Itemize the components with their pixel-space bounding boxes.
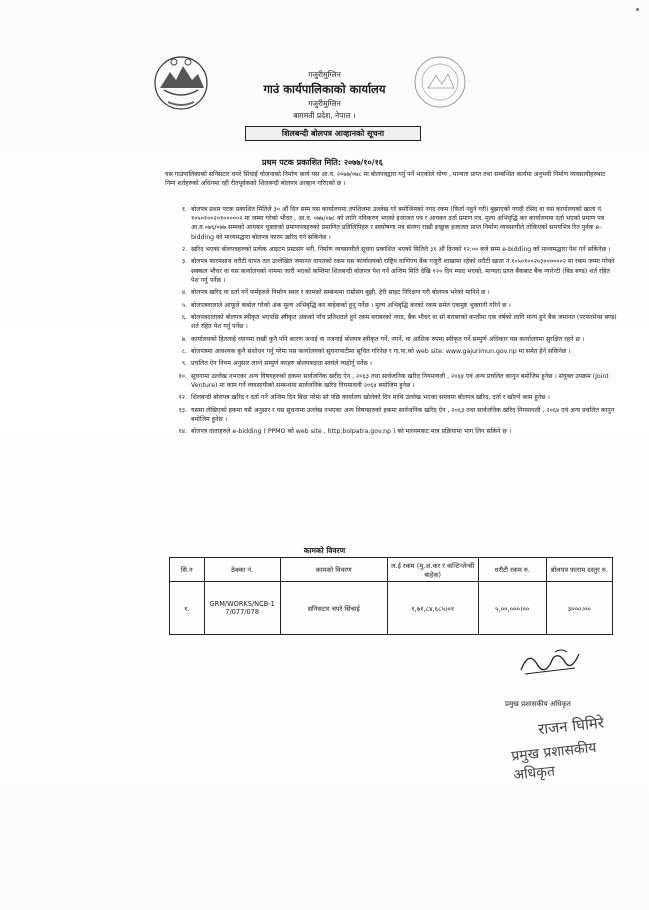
table-header-cell: ल.ई रकम (मु.अ.कर र कन्टिन्जेन्सी बाहेक): [387, 558, 478, 582]
condition-item: [165, 359, 617, 368]
condition-text: बोलपत्र फारमसाथ धरौटी वापत तल उल्लेखित जमानत वापतको रकम यस कार्यालयको राष्ट्रिय वाणिज्य बैंक गजुरी शाखामा रहेको धरौटी खाता नं.१०५०१००२०३००००००२ मा रकम जम्मा गरेको सक्कल भौचर वा यस कार्यालयको नाममा जारी भएको कम्तिमा शिलबन्दी बोलपत्र पेश गर्ने अन्तिम मिति देखि १२० दिन म्याद भएको, मान्यता प्राप्त बैंकबाट बैंक ग्यारेन्टी (बिड बण्ड) शर्त रहित पेश गर्नु पर्नेछ ।: [191, 258, 615, 284]
intro-paragraph: यस गाउंपालिकाको सनिसटार चपरे सिंचाई योजनाको निर्माण कार्य यस आ.व. २०७७/०७८ मा बोलपत्रद्वारा गर्नु पर्ने भएकोले योग्य , मान्यता प्राप्त तथा सम्बन्धित कार्यमा अनुभवी निर्माण व्यवसायीहरुबाट निम्न शर्तहरुको अधिनमा रही रीतपूर्वकको शिलबन्दी बोलपत्र आव्हान गरिएको छ ।: [165, 171, 606, 188]
condition-text: बोलपत्र प्रथम पटक प्रकाशित मितिले ३० औं दिन सम्म यस कार्यालयमा तपशिलमा उल्लेख गरे बमोजिमको नगद रकम (फिर्ता नहुने गरी) बुझाएको नगदी रसिद वा यस कार्यालयको खाता नं. १०५०१००२०१०००००२ मा जम्मा गरेको भौचर , आ.व. ०७७/०७८ को लागि नविकरण भएको इजाजत पत्र र आयकर दर्ता प्रमाण पत्र, मुल्य अभिवृद्धि कर कार्यालयमा दर्ता भएको प्रमाण पत्र आ.व.०७६/०७७ सम्मको आयकर चुक्ताको प्रमाणपत्रहरुको प्रमाणित प्रतिलिपिहरु र स्वघोषणा पत्र संलग्न राखी इच्छुक इजाजत प्राप्त निर्माण व्यवसायीले तोकिएको समयभित्र रित पुर्वक e-bidding को माध्यमद्धारा बोलपत्र फारम खरिद गर्न सकिनेछ ।: [191, 206, 605, 241]
work-details-table: [169, 557, 613, 635]
condition-item: [165, 245, 617, 254]
condition-text: कार्यालयको हितलाई ध्यानमा राखी कुनै पनि कारण जनाई वा नजनाई बोलपत्र स्वीकृत गर्ने, नगर्ने, वा आंशिक रुपमा स्वीकृत गर्ने सम्पुर्ण अधिकार यस कार्यालयमा सुरक्षित रहने छ ।: [191, 335, 585, 343]
condition-text: बोलपत्र दाताहरुले e-bidding ( PPMO को web site , http:bolpatra.gov.np ) को माध्यमबाट मात्र प्रक्रियामा भाग लिन सकिने छ ।: [191, 428, 512, 436]
table-cell: GRM/WORKS/NCB-17/077/078: [204, 582, 280, 635]
condition-item: [165, 205, 617, 242]
condition-number: ९.: [181, 360, 187, 368]
condition-text: सूचनामा उल्लेख नभएका अन्य विषयहरुको हकमा सार्वजनिक खरीद ऐन , २०६३ तथा सार्वजनिक खरिद नियमावली , २०६४ एवं अन्य प्रचलित कानुन बमोजिम हुनेछ । संयुक्त उपक्रम (Joint Venture) मा काम गर्ने व्यवसायीको सम्बन्धमा सार्वजनिक खरिद नियमावली २०६४ बमोजिम हुनेछ ।: [191, 372, 609, 389]
publish-date: प्रथम पटक प्रकाशित मिति: २०७७/१०/१६: [262, 158, 383, 167]
condition-number: १३.: [178, 406, 187, 414]
condition-item: [165, 335, 617, 344]
condition-item: [165, 427, 617, 436]
condition-text: बोलपत्र खरिद वा दर्ता गर्ने फर्महरुले निर्माण स्थल र कामको सम्बन्धमा राम्रोसंग बुझी, हेरी साइट निरिक्षण गरी बोलपत्र भरेको मानिने छ ।: [191, 289, 490, 297]
table-cell: ५,००,०००।००: [478, 582, 546, 635]
condition-number: १०.: [178, 372, 187, 380]
condition-item: [165, 288, 617, 297]
condition-text: शिलबन्दी बोलपत्र खरिद र दर्ता गर्ने अन्तिम दिन बिदा परेमा सो पछि कार्यालय खोलेको दिन माथि उल्लेख भएका समयमा बोलपत्र खरिद, दर्ता र खोल्ने काम हुनेछ ।: [191, 394, 550, 402]
table-cell: १.: [170, 582, 205, 635]
condition-number: १४.: [178, 428, 187, 436]
condition-number: २.: [181, 246, 187, 253]
condition-item: [165, 301, 617, 310]
table-cell: १,७१,८४,६८५।०१: [387, 582, 478, 635]
condition-number: ७.: [181, 335, 187, 343]
table-header-cell: बोलपत्र फाराम दस्तुर रु.: [546, 558, 612, 582]
table-row: [170, 582, 613, 635]
signatory-designation: प्रमुख प्रशासकीय अधिकृत: [505, 700, 571, 708]
municipality-name: गजुरीमुग्लिन: [308, 70, 341, 79]
work-details-title: कामको विवरण: [303, 546, 346, 555]
condition-item: [165, 313, 617, 331]
signature-stamp: [510, 708, 640, 784]
condition-item: [165, 372, 617, 390]
condition-number: १२.: [178, 394, 187, 402]
condition-text: खरिद भएका बोलपत्रहरुको प्रत्येक आइटम प्रस्टसंग भरी, निर्माण व्यवसायीले सूचना प्रकाशित भएको मितिले ३१ औं दिनको १२:०० बजे सम्म e-bidding को माध्यमद्धारा पेश गर्न सकिनेछ ।: [191, 246, 611, 253]
table-cell: सनिसटार चपरे सिंचाई: [280, 582, 387, 635]
table-header-cell: सि.न: [170, 558, 205, 582]
stamp-name: राजन घिमिरे: [537, 713, 605, 739]
office-title: गाउं कार्यपालिकाको कार्यालय: [263, 82, 386, 96]
condition-item: [165, 393, 617, 402]
stamp-title: प्रमुख प्रशासकीय अधिकृत: [510, 739, 598, 784]
condition-number: १.: [181, 206, 187, 213]
condition-item: [165, 347, 617, 356]
province-line: बागमती प्रदेश, नेपाल ।: [293, 111, 356, 120]
table-header-cell: कामको विवरण: [280, 558, 387, 582]
condition-number: ५.: [181, 301, 187, 309]
condition-number: ८.: [181, 347, 187, 355]
table-header-cell: धरौटी रकम रु.: [478, 558, 546, 582]
condition-text: बोलपत्रवालाले आफूले कबोल गरेको अंक मूल्य अभिबृद्धि कर बाहेकको हुनु पर्नेछ । मुल्य अभिबृद्धि करको रकम समेत एकमुष्ट भुक्तानी गरिने छ ।: [191, 301, 511, 309]
condition-text: बोलपत्रमा आवश्यक कुनै संशोधन गर्नु परेमा यस कार्यालयको सूचनापाटीमा सूचित गरिनेछ र गा.पा.को web site: www.gajurimun.gov.np मा समेत हेर्न सकिनेछ ।: [191, 347, 571, 355]
office-location: गजुरीमुग्लिन: [308, 99, 341, 108]
table-header-row: [170, 558, 613, 582]
notice-title: शिलबन्दी बोलपत्र आव्हानको सूचना: [245, 126, 421, 141]
scan-mark: [636, 8, 639, 11]
condition-text: प्रचलित ऐन नियम अनुसार लाग्ने सम्पुर्ण करहरु बोलपत्रदाता स्वयंले व्यहोर्नु पर्नेछ ।: [191, 360, 373, 368]
table-header-cell: ठेक्का नं.: [204, 558, 280, 582]
condition-item: [165, 257, 617, 285]
table-cell: ३०००।००: [546, 582, 612, 635]
condition-text: बोलपत्रदाताको बोलपत्र स्वीकृत भएपछि स्वीकृत अंकको पाँच प्रतिशतले हुने रकम बराबरको नगद, बैंक भौचर वा सो बराबरको कन्तीमा एक वर्षको लागि मान्य हुने बैंक जमानत (परफरमेन्स बण्ड) शर्त रहित पेश गर्नु पर्नेछ ।: [191, 313, 617, 331]
condition-number: ४.: [181, 289, 187, 297]
signature-scribble-icon: [515, 644, 585, 680]
condition-text: यसमा लेखिएको हकमा यसै अनुसार र यस सुचनामा उल्लेख नभएका अन्य विषयहरुको हकमा सार्वजनिक खरिद ऐन , २०६३ तथा सार्वजनिक खरिद नियमावली , २०६४ एवं अन्य प्रचलित कानुन बमोजिम हुनेछ ।: [191, 406, 615, 423]
condition-number: ३.: [181, 258, 187, 266]
condition-number: ६.: [181, 313, 187, 321]
condition-item: [165, 406, 617, 424]
conditions-list: [165, 205, 617, 440]
